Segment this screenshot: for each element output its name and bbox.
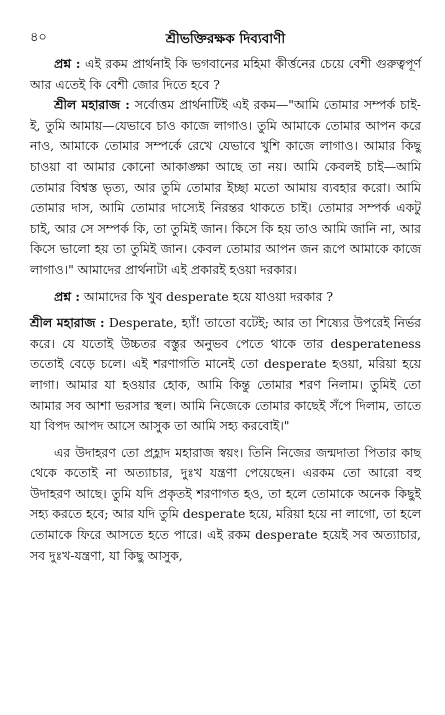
answer-paragraph-2 xyxy=(30,313,421,437)
page-number: ৪০ xyxy=(30,30,47,45)
speaker-label: শ্রীল মহারাজ : xyxy=(30,315,105,331)
question-label: প্রশ্ন : xyxy=(54,288,80,304)
body-paragraph-3: এর উদাহরণ তো প্রহ্লাদ মহারাজ স্বয়ং। তিনি নিজের জন্মদাতা পিতার কাছ থেকে কতোই না অত্যাচার, দুঃখ যন্ত্রণা পেয়েছেন। এরকম তো আরো বহু উদাহরণ আছে। তুমি যদি প্রকৃতই শরণাগত হও, তা হলে তোমাকে অনেক কিছুই সহ্য করতে হবে; আর যদি তুমি desperate হয়ে, মরিয়া হয়ে না লাগো, তা হলে তোমাকে ফিরে আসতে হতে পারে। এই রকম desperate হয়েই সব অত্যাচার, সব দুঃখ-যন্ত্রণা, যা কিছু আসুক, xyxy=(30,444,421,563)
question-paragraph-1 xyxy=(30,54,421,95)
page-header xyxy=(30,28,421,54)
question-text: এই রকম প্রার্থনাই কি ভগবানের মহিমা কীর্ত্তনের চেয়ে বেশী গুরুত্বপূর্ণ আর এতেই কি বেশী জোর দিতে হবে ? xyxy=(30,56,422,92)
answer-text: সর্বোত্তম প্রার্থনাটিই এই রকম—"আমি তোমার সম্পর্ক চাই-ই, তুমি আমায়—যেভাবে চাও কাজে লাগাও। তুমি আমাকে তোমার আপন করে নাও, আমাকে তোমার সম্পর্কে রেখে যেভাবে খুশি কাজে লাগাও। আমার কিছু চাওয়া বা আমার কোনো আকাঙ্ক্ষা আছে তা নয়। আমি কেবলই চাই—আমি তোমার বিশ্বস্ত ভৃত্য, আর তুমি তোমার ইচ্ছা মতো আমায় ব্যবহার করো। আমি তোমার দাস, আমি তোমার দাস্যেই নিরন্তর থাকতে চাই। তোমার সম্পর্ক একটু চাই, আর সে সম্পর্ক কি, তা তুমিই জান। কিসে কি হয় তাও আমি জানি না, আর কিসে ভালো হয় তা তুমিই জান। কেবল তোমার আপন জন রূপে আমাকে কাজে লাগাও।" আমাদের প্রার্থনাটা এই প্রকারই হওয়া দরকার। xyxy=(30,97,421,277)
question-text: আমাদের কি খুব desperate হয়ে যাওয়া দরকার ? xyxy=(79,288,334,304)
running-title: শ্রীভক্তিরক্ষক দিব্যবাণী xyxy=(165,31,286,47)
speaker-label: শ্রীল মহারাজ : xyxy=(54,97,130,113)
question-label: প্রশ্ন : xyxy=(54,56,81,71)
answer-text: Desperate, হ্যাঁ! তাতো বটেই; আর তা শিষ্যের উপরেই নির্ভর করে। যে যতোই উচ্চতর বস্তুর অনুভব পেতে থাকে তার desperateness ততোই বেড়ে চলে। এই শরণাগতি মানেই তো desperate হওয়া, মরিয়া হয়ে লাগা। আমার যা হওয়ার হোক, আমি কিন্তু তোমার শরণ নিলাম। তুমিই তো আমার সব আশা ভরসার স্থল। আমি নিজেকে তোমার কাছেই সঁপে দিলাম, তাতে যা বিপদ আপদ আসে আসুক তা আমি সহ্য করবোই।" xyxy=(30,315,421,434)
answer-paragraph-1 xyxy=(30,95,421,280)
question-paragraph-2 xyxy=(30,287,421,308)
